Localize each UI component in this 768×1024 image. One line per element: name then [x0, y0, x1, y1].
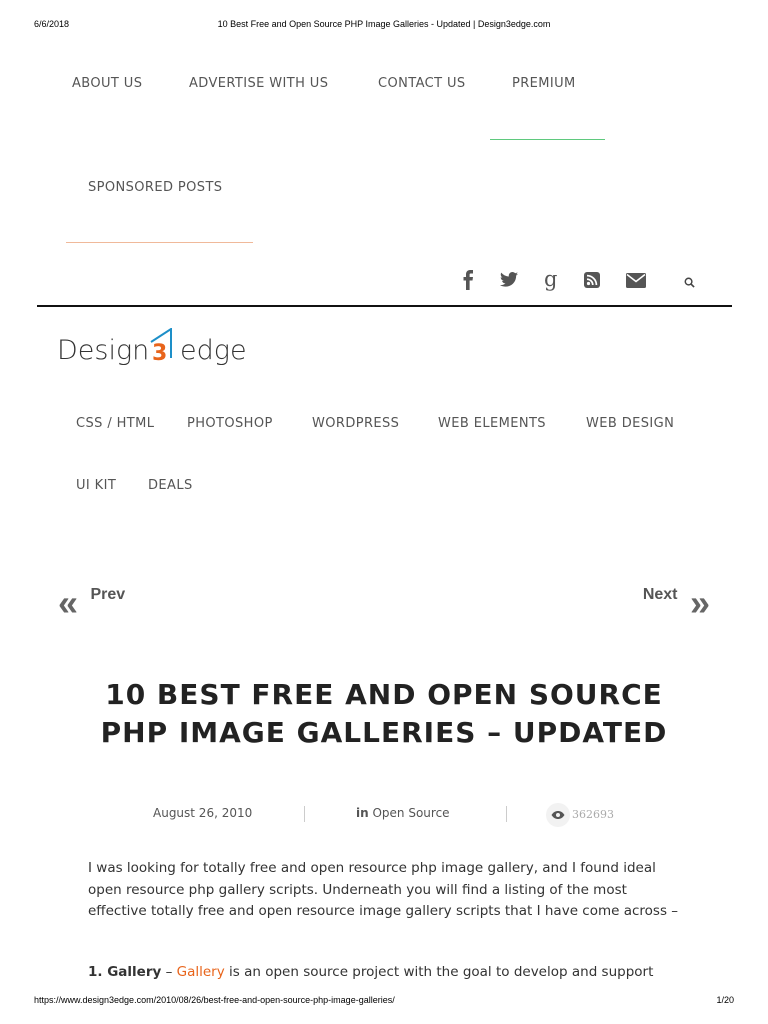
- double-chevron-right-icon: »: [689, 582, 710, 623]
- print-page-number: 1/20: [716, 995, 734, 1005]
- email-icon[interactable]: [626, 273, 646, 293]
- meta-separator: [304, 806, 305, 822]
- item-1-dash: –: [161, 964, 177, 980]
- prev-label: Prev: [90, 586, 126, 604]
- title-line-1: 10 BEST FREE AND OPEN SOURCE: [105, 678, 663, 711]
- cat-ui-kit[interactable]: UI KIT: [76, 478, 117, 493]
- cat-photoshop[interactable]: PHOTOSHOP: [187, 416, 273, 431]
- premium-underline: [490, 139, 605, 140]
- twitter-icon[interactable]: [500, 272, 518, 292]
- eye-icon: [546, 803, 570, 827]
- print-page-title: 10 Best Free and Open Source PHP Image Galleries - Updated | Design3edge.com: [217, 19, 551, 29]
- social-icons: [456, 267, 706, 294]
- next-post-link[interactable]: [642, 582, 710, 623]
- logo-text-design: Design: [57, 335, 150, 366]
- header-divider: [37, 305, 732, 307]
- post-category: [356, 806, 450, 820]
- category-link[interactable]: Open Source: [372, 806, 450, 820]
- next-label: Next: [642, 586, 678, 604]
- article-item-1: [88, 962, 688, 984]
- rss-icon[interactable]: [584, 272, 600, 293]
- print-url: https://www.design3edge.com/2010/08/26/best-free-and-open-source-php-image-galleries/: [34, 995, 395, 1005]
- google-plus-icon[interactable]: g: [544, 267, 558, 291]
- nav-premium[interactable]: PREMIUM: [512, 76, 576, 91]
- nav-advertise[interactable]: ADVERTISE WITH US: [189, 76, 329, 91]
- facebook-icon[interactable]: [462, 270, 474, 295]
- category-prefix: in: [356, 806, 369, 820]
- print-date: 6/6/2018: [34, 19, 70, 29]
- title-line-2: PHP IMAGE GALLERIES – UPDATED: [100, 716, 668, 749]
- sponsored-underline: [66, 242, 253, 243]
- post-date: August 26, 2010: [153, 806, 253, 820]
- logo-text-3: 3: [152, 341, 168, 366]
- cat-deals[interactable]: DEALS: [148, 478, 193, 493]
- double-chevron-left-icon: «: [58, 582, 79, 623]
- nav-contact-us[interactable]: CONTACT US: [378, 76, 466, 91]
- logo-text-edge: edge: [180, 335, 247, 366]
- gallery-link[interactable]: Gallery: [176, 964, 225, 980]
- item-1-text: is an open source project with the goal to develop and support: [224, 964, 654, 980]
- nav-sponsored-posts[interactable]: SPONSORED POSTS: [88, 180, 223, 195]
- nav-about-us[interactable]: ABOUT US: [72, 76, 143, 91]
- prev-post-link[interactable]: [58, 582, 126, 623]
- cat-web-design[interactable]: WEB DESIGN: [586, 416, 675, 431]
- cat-wordpress[interactable]: WORDPRESS: [312, 416, 400, 431]
- article-title: [60, 676, 708, 752]
- cat-web-elements[interactable]: WEB ELEMENTS: [438, 416, 546, 431]
- site-logo[interactable]: [57, 328, 257, 374]
- item-1-label: 1. Gallery: [88, 964, 162, 980]
- article-intro: I was looking for totally free and open resource php image gallery, and I found ideal open resource php gallery scripts. Underneath you will find a listing of the most effective totally free and open resource image gallery scripts that I have come across –: [88, 860, 679, 919]
- meta-separator: [506, 806, 507, 822]
- view-count: 362693: [572, 808, 614, 821]
- cat-css-html[interactable]: CSS / HTML: [76, 416, 155, 431]
- search-icon[interactable]: [684, 275, 695, 293]
